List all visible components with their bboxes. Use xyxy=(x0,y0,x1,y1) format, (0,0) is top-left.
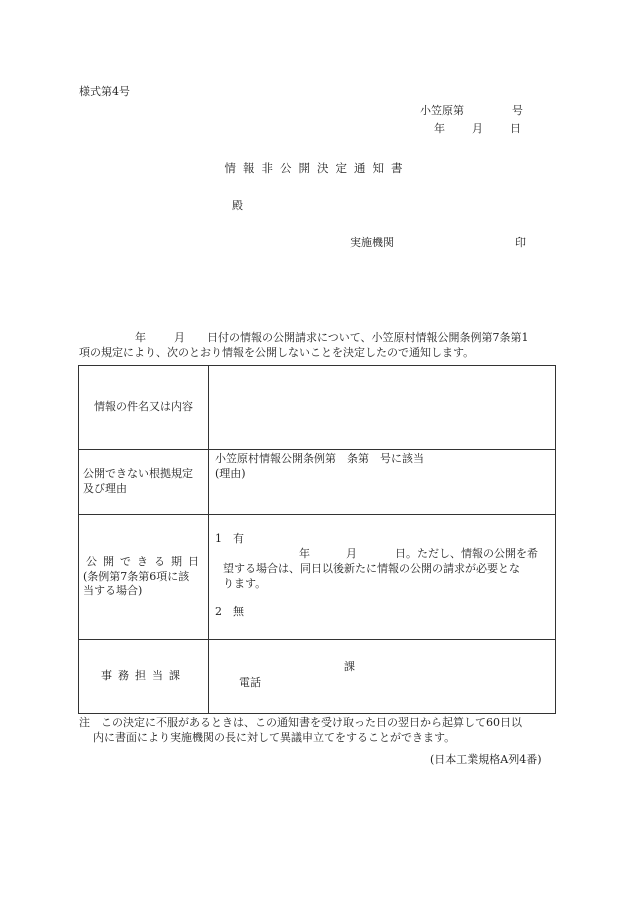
available-date-value-cell xyxy=(209,515,556,640)
grounds-provision-text: 小笠原村情報公開条例第 条第 号に該当 xyxy=(215,452,424,465)
seal-mark: 印 xyxy=(515,236,526,249)
date-day-label: 日 xyxy=(510,122,521,135)
grounds-label-line-2: 及び理由 xyxy=(83,482,127,495)
available-date-text: 日。ただし、情報の公開を希 xyxy=(395,546,538,560)
appeal-note-line-1: 注 この決定に不服があるときは、この通知書を受け取った日の翌日から起算して60日以 xyxy=(79,716,522,729)
intro-year-label: 年 xyxy=(135,331,146,344)
available-date-label-line-3: 当する場合) xyxy=(83,584,143,598)
office-phone-label: 電話 xyxy=(239,676,261,689)
appeal-note xyxy=(79,716,559,746)
grounds-label xyxy=(79,450,209,515)
document-title: 情報非公開決定通知書 xyxy=(224,161,410,175)
date-month-label: 月 xyxy=(472,122,483,135)
grounds-reason-label: (理由) xyxy=(215,466,246,480)
available-note-line-3: ります。 xyxy=(223,576,267,590)
document-number xyxy=(420,104,523,119)
option-yes: 1 有 xyxy=(215,532,244,545)
form-number: 様式第4号 xyxy=(79,85,130,98)
addressee-suffix: 殿 xyxy=(232,199,243,212)
available-date-label xyxy=(79,515,209,640)
subject-label: 情報の件名又は内容 xyxy=(79,366,209,450)
table-row-grounds xyxy=(79,450,556,515)
document-date xyxy=(434,122,521,137)
table-row-office xyxy=(79,640,556,714)
available-date-label-line-2: (条例第7条第6項に該 xyxy=(83,569,190,583)
grounds-value-cell xyxy=(209,450,556,515)
available-month-label: 月 xyxy=(346,546,357,560)
table-row-available-date xyxy=(79,515,556,640)
appeal-note-line-2: 内に書面により実施機関の長に対して異議申立てをすることができます。 xyxy=(93,730,456,744)
document-number-prefix: 小笠原第 xyxy=(420,104,464,117)
intro-paragraph xyxy=(79,331,553,361)
office-department-label: 課 xyxy=(344,660,355,673)
available-date-line xyxy=(215,547,547,562)
available-date-label-line-1: 公開できる期日 xyxy=(86,554,205,568)
available-year-label: 年 xyxy=(299,546,310,560)
grounds-label-line-1: 公開できない根拠規定 xyxy=(83,467,193,481)
intro-month-label: 月 xyxy=(174,331,185,344)
date-year-label: 年 xyxy=(434,122,445,135)
available-note-line-2: 望する場合は、同日以後新たに情報の公開の請求が必要とな xyxy=(223,561,520,575)
issuer-label: 実施機関 xyxy=(350,236,394,249)
office-value-cell xyxy=(209,640,556,714)
intro-line-1 xyxy=(79,331,553,346)
intro-line-1-text: 日付の情報の公開請求について、小笠原村情報公開条例第7条第1 xyxy=(207,331,529,344)
table-row-subject xyxy=(79,366,556,450)
option-no: 2 無 xyxy=(215,605,244,619)
subject-value-cell xyxy=(209,366,556,450)
office-label: 事務担当課 xyxy=(79,640,209,714)
intro-line-2: 項の規定により、次のとおり情報を公開しないことを決定したので通知します。 xyxy=(79,345,475,359)
paper-standard-note: (日本工業規格A列4番) xyxy=(430,753,542,766)
document-number-suffix: 号 xyxy=(512,104,523,117)
info-table xyxy=(78,365,556,714)
